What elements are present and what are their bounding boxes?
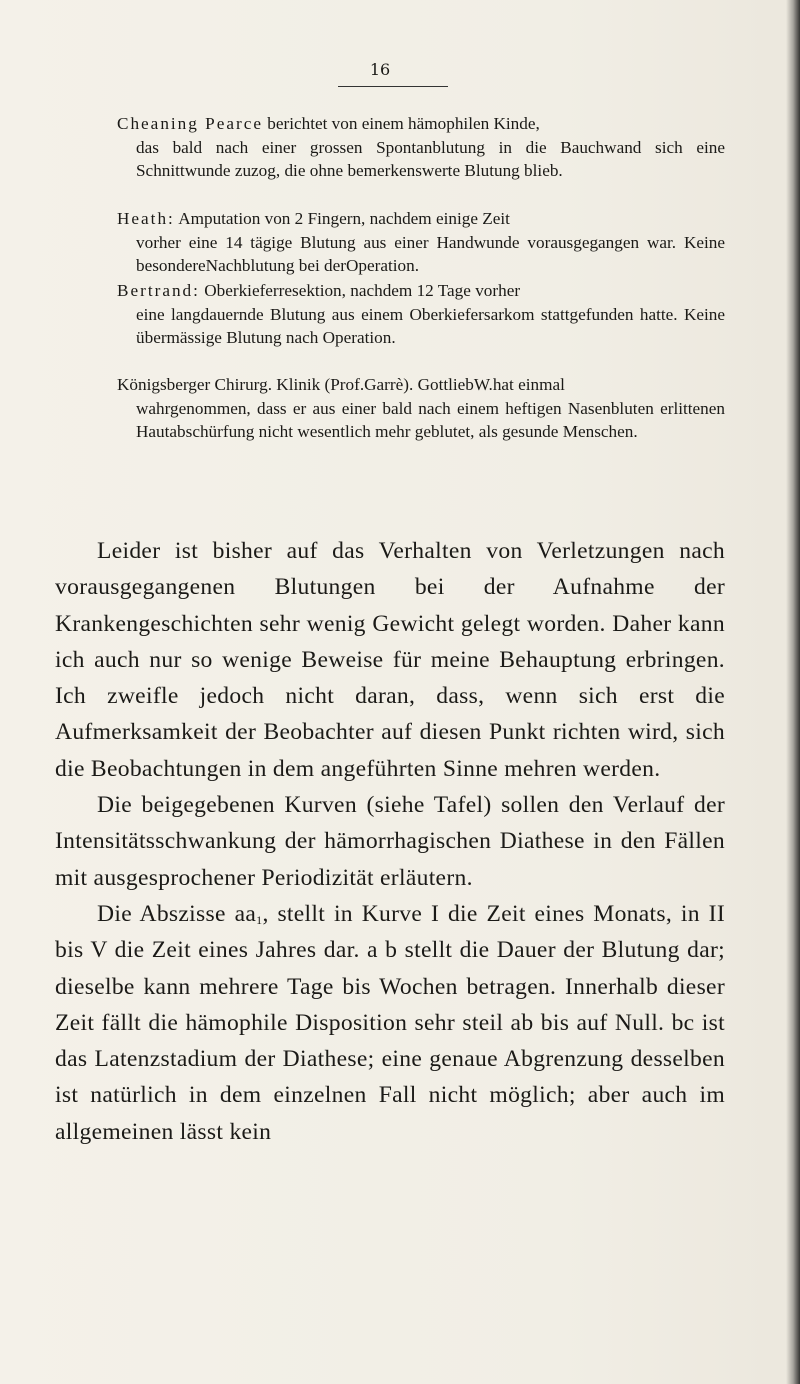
paragraph-lead: Die Abszisse aa bbox=[97, 900, 257, 927]
page-number-rule bbox=[338, 86, 448, 87]
case-author: Königsberger Chirurg. Klinik bbox=[117, 375, 321, 394]
paragraph bbox=[55, 896, 725, 1150]
paragraph-text: , stellt in Kurve I die Zeit eines Monats, in II bis V die Zeit eines Jahres dar. a b stellt die Dauer der Blutung dar; dieselbe kann mehrere Tage bis Wochen betragen. Innerhalb dieser Zeit fällt die hämophile Disposition sehr steil ab bis auf Null. bc ist das Latenzstadium der Diathese; eine genaue Abgrenzung desselben ist natürlich in dem einzelnen Fall nicht möglich; aber auch im allgemeinen lässt kein bbox=[55, 900, 725, 1145]
case-first-line: (Prof.Garrè). GottliebW.hat einmal bbox=[324, 375, 565, 394]
case-entry bbox=[117, 112, 725, 183]
case-first-line: Amputation von 2 Fingern, nachdem einige Zeit bbox=[178, 209, 510, 228]
case-text: vorher eine 14 tägige Blutung aus einer Handwunde vorausgegangen war. Keine besondereNachblutung bei derOperation. bbox=[136, 232, 725, 276]
case-entry bbox=[117, 279, 725, 350]
case-text: das bald nach einer grossen Spontanblutung in die Bauchwand sich eine Schnittwunde zuzog, die ohne bemerkenswerte Blutung blieb. bbox=[136, 137, 725, 181]
subscript: 1 bbox=[256, 912, 263, 927]
case-author: Heath: bbox=[117, 209, 175, 228]
paragraph: Die beigegebenen Kurven (siehe Tafel) sollen den Verlauf der Intensitätsschwankung der hämorrhagischen Diathese in den Fällen mit ausgesprochener Periodizität erläutern. bbox=[55, 792, 725, 891]
case-first-line: Oberkieferresektion, nachdem 12 Tage vorher bbox=[204, 281, 521, 300]
paragraph: Leider ist bisher auf das Verhalten von Verletzungen nach vorausgegangenen Blutungen bei der Aufnahme der Krankengeschichten sehr wenig Gewicht gelegt worden. Daher kann ich auch nur so wenige Beweise für meine Behauptung erbringen. Ich zweifle jedoch nicht daran, dass, wenn sich erst die Aufmerksamkeit der Beobachter auf diesen Punkt richten wird, sich die Beobachtungen in dem angeführten Sinne mehren werden. bbox=[55, 538, 725, 782]
case-author: Bertrand: bbox=[117, 281, 200, 300]
case-text: wahrgenommen, dass er aus einer bald nach einem heftigen Nasenbluten erlittenen Hautabschürfung nicht wesentlich mehr geblutet, als gesunde Menschen. bbox=[136, 398, 725, 442]
case-entry bbox=[117, 207, 725, 278]
case-author: Cheaning Pearce bbox=[117, 114, 263, 133]
case-first-line: berichtet von einem hämophilen Kinde, bbox=[267, 114, 540, 133]
case-text: eine langdauernde Blutung aus einem Oberkiefersarkom stattgefunden hatte. Keine übermässige Blutung nach Operation. bbox=[136, 304, 725, 348]
page-number: 16 bbox=[369, 60, 391, 79]
page-edge-shadow bbox=[786, 0, 800, 1384]
case-entry bbox=[117, 373, 725, 444]
body-text bbox=[55, 533, 725, 1150]
